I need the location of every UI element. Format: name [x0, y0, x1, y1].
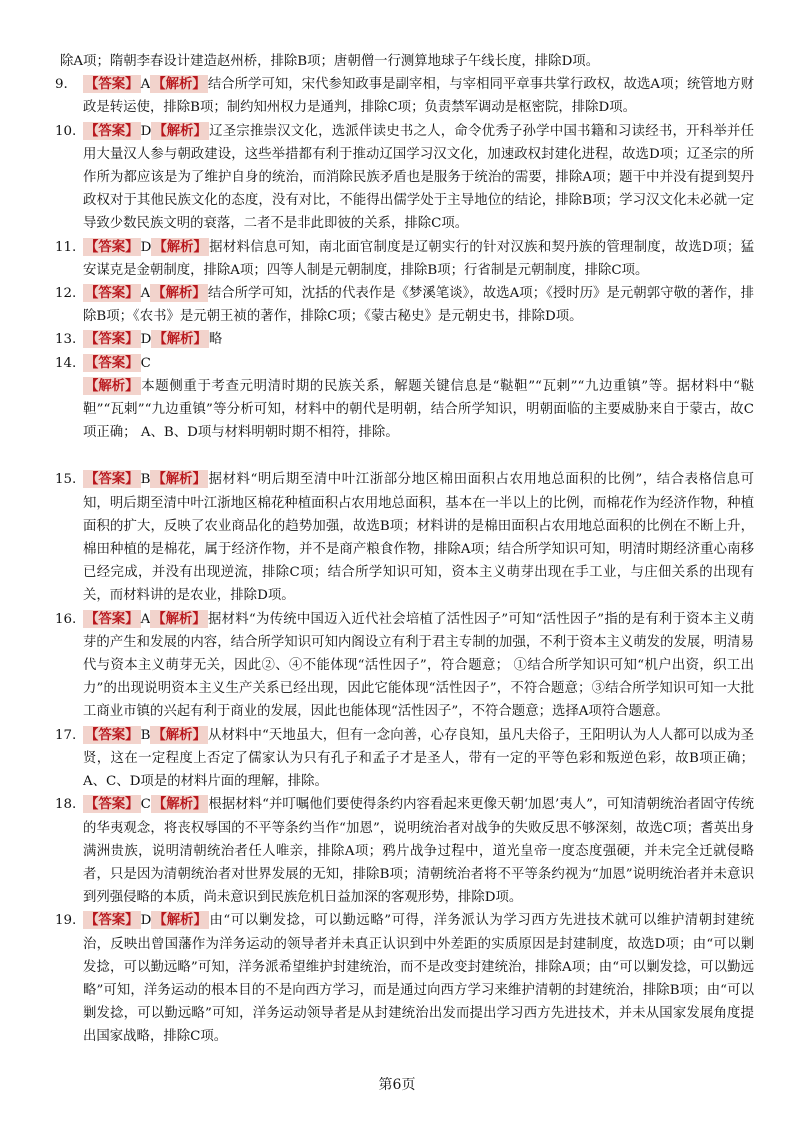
answer-item — [55, 909, 754, 1048]
answer-tag: 【答案】 — [85, 726, 139, 743]
analysis-text: 根据材料“并叮嘱他们要使得条约内容看起来更像天朝‘加恩’夷人”，可知清朝统治者固守传统的华夷观念，将丧权辱国的不平等条约当作“加恩”，说明统治者对战争的失败反思不够深刻，故选C项；耆英出身满洲贵族，说明清朝统治者任人唯亲，排除A项；鸦片战争过程中，道光皇帝一度态度强硬，并未完全迁就侵略者，只是因为清朝统治者对世界发展的无知，排除B项；清朝统治者将不平等条约视为“加恩”说明统治者并未意识到列强侵略的本质，尚未意识到民族危机日益加深的客观形势，排除D项。 — [83, 797, 754, 906]
question-number: 12. — [55, 286, 77, 302]
answer-list-top — [55, 73, 754, 351]
analysis-tag: 【解析】 — [152, 610, 206, 627]
answer-letter: B — [140, 472, 151, 488]
analysis-text: 据材料信息可知，南北面官制度是辽朝实行的针对汉族和契丹族的管理制度，故选D项；猛安谋克是金朝制度，排除A项；四等人制是元朝制度，排除B项；行省制是元朝制度，排除C项。 — [83, 239, 754, 278]
answer-item — [55, 608, 754, 724]
answer-letter: A — [140, 286, 151, 302]
answer-letter: D — [140, 913, 152, 929]
analysis-text: 本题侧重于考查元明清时期的民族关系，解题关键信息是“鞑靼”“瓦剌”“九边重镇”等。据材料中“鞑靼”“瓦剌”“九边重镇”等分析可知，材料中的朝代是明朝，结合所学知识，明朝面临的主要威胁来自于蒙古，故C项正确； A、B、D项与材料明朝时期不相符，排除。 — [83, 378, 754, 441]
analysis-tag: 【解析】 — [152, 471, 206, 488]
analysis-tag: 【解析】 — [85, 377, 139, 394]
answer-letter: D — [140, 332, 152, 348]
question-number: 17. — [55, 727, 77, 743]
answer-item — [55, 73, 754, 119]
question-number: 19. — [55, 913, 77, 929]
answer-content — [55, 50, 754, 1049]
answer-tag: 【答案】 — [85, 238, 139, 255]
analysis-text: 据材料“明后期至清中叶江浙部分地区棉田面积占农用地总面积的比例”，结合表格信息可知，明后期至清中叶江浙地区棉花种植面积占农用地总面积，基本在一半以上的比例，而棉花作为经济作物，种植面积的扩大，反映了农业商品化的趋势加强，故选B项；材料讲的是棉田面积占农用地总面积的比例在不断上升，棉田种植的是棉花，属于经济作物，并不是商产粮食作物，排除A项；结合所学知识可知，明清时期经济重心南移已经完成，并没有出现逆流，排除C项；结合所学知识可知，资本主义萌芽出现在手工业，与庄佃关系的出现有关，而材料讲的是农业，排除D项。 — [83, 472, 754, 604]
answer-letter: D — [140, 239, 152, 255]
analysis-tag: 【解析】 — [153, 912, 207, 929]
answer-tag: 【答案】 — [85, 912, 139, 929]
answer-tag: 【答案】 — [85, 796, 139, 813]
analysis-text: 结合所学可知，沈括的代表作是《梦溪笔谈》，故选A项；《授时历》是元朝郭守敬的著作，排除B项；《农书》是元朝王祯的著作，排除C项；《蒙古秘史》是元朝史书，排除D项。 — [83, 286, 754, 325]
answer-item — [55, 282, 754, 328]
answer-tag: 【答案】 — [85, 354, 139, 371]
answer-tag: 【答案】 — [85, 331, 139, 348]
answer-item — [55, 120, 754, 236]
analysis-text: 从材料中“天地虽大，但有一念向善，心存良知，虽凡夫俗子，王阳明认为人人都可以成为圣贤，这在一定程度上否定了儒家认为只有孔子和孟子才是圣人，带有一定的平等色彩和叛逆色彩，故B项正确； A、C、D项是的材料片面的理解，排除。 — [83, 727, 754, 790]
analysis-text: 辽圣宗推崇汉文化，选派伴读史书之人，命令优秀子孙学中国书籍和习读经书，开科举并任用大量汉人参与朝政建设，这些举措都有利于推动辽国学习汉文化，加速政权封建化进程，故选D项；辽圣宗的所作所为都应该是为了维护自身的统治，而消除民族矛盾也是服务于统治的需要，排除A项；题干中并没有提到契丹政权对于其他民族文化的态度，没有对比，不能得出儒学处于主导地位的结论，排除B项；学习汉文化未必就一定导致少数民族文明的衰落，二者不是非此即彼的关系，排除C项。 — [83, 123, 754, 232]
analysis-tag: 【解析】 — [152, 76, 206, 93]
continuation-text: 除A项；隋朝李春设计建造赵州桥，排除B项；唐朝僧一行测算地球子午线长度，排除D项。 — [60, 54, 600, 69]
answer-item — [55, 793, 754, 909]
analysis-tag: 【解析】 — [153, 238, 207, 255]
question-number: 9. — [55, 77, 68, 93]
answer-letter: B — [140, 727, 151, 743]
analysis-tag: 【解析】 — [153, 122, 207, 139]
answer-item — [55, 724, 754, 794]
analysis-tag: 【解析】 — [152, 285, 206, 302]
answer-item — [55, 468, 754, 607]
answer-tag: 【答案】 — [85, 122, 139, 139]
answer-item — [55, 328, 754, 351]
answer-tag: 【答案】 — [85, 471, 139, 488]
page-number: 第6页 — [378, 1077, 416, 1093]
answer-letter: A — [140, 611, 151, 627]
question-number: 13. — [55, 332, 77, 348]
answer-tag: 【答案】 — [85, 285, 139, 302]
answer-tag: 【答案】 — [85, 76, 139, 93]
question-number: 10. — [55, 123, 77, 139]
analysis-tag: 【解析】 — [152, 796, 207, 813]
answer-letter: C — [140, 355, 151, 371]
analysis-text: 结合所学可知，宋代参知政事是副宰相，与宰相同平章事共掌行政权，故选A项；统管地方财政是转运使，排除B项；制约知州权力是通判，排除C项；负责禁军调动是枢密院，排除D项。 — [83, 77, 754, 116]
question-number: 16. — [55, 611, 77, 627]
question-number: 11. — [55, 239, 77, 255]
answer-letter: C — [140, 797, 151, 813]
analysis-text: 据材料“为传统中国迈入近代社会培植了活性因子”可知“活性因子”指的是有利于资本主义萌芽的产生和发展的内容，结合所学知识可知内阁设立有利于君主专制的加强，不利于资本主义萌发的发展，明清易代与资本主义萌芽无关，因此②、④不能体现“活性因子”，符合题意； ①结合所学知识可知“机户出资，织工出力”的出现说明资本主义生产关系已经出现，因此它能体现“活性因子”，不符合题意；③结合所学知识可知一大批工商业市镇的兴起有利于商业的发展，因此也能体现“活性因子”，不符合题意；选择A项符合题意。 — [83, 611, 754, 720]
blank-gap — [60, 444, 754, 468]
analysis-text: 略 — [208, 332, 223, 348]
question-number: 18. — [55, 797, 77, 813]
answer-item — [55, 236, 754, 282]
analysis-tag: 【解析】 — [152, 726, 206, 743]
question-number: 15. — [55, 472, 77, 488]
analysis-tag: 【解析】 — [153, 331, 207, 348]
analysis-text: 由“可以剿发捻，可以勤远略”可得，洋务派认为学习西方先进技术就可以维护清朝封建统治，反映出曾国藩作为洋务运动的领导者并未真正认识到中外差距的实质原因是封建制度，故选D项；由“可以剿发捻，可以勤远略”可知，洋务派希望维护封建统治，而不是改变封建统治，排除A项；由“可以剿发捻，可以勤远略”可知，洋务运动的根本目的不是向西方学习，而是通过向西方学习来维护清朝的封建统治，排除B项；由“可以剿发捻，可以勤远略”可知，洋务运动领导者是从封建统治出发而提出学习西方先进技术，并未从国家发展角度提出国家战略，排除C项。 — [83, 913, 754, 1045]
answer-tag: 【答案】 — [85, 610, 139, 627]
question-number: 14. — [55, 355, 77, 371]
answer-letter: A — [140, 77, 151, 93]
answer-list-bottom — [55, 468, 754, 1048]
answer-letter: D — [140, 123, 152, 139]
answer-item-14 — [55, 352, 754, 445]
